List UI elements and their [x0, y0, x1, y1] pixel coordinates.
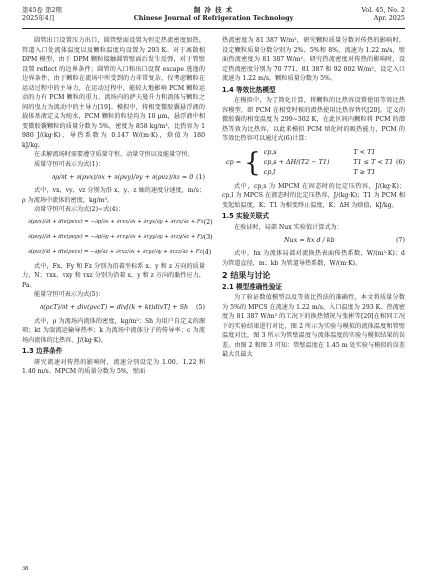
paragraph: 式中，cp,s 为 MPCM 在固态时的比定压热容，J/(kg·K)；cp,l 为 MPCS 在液态时的比定压热容，J/(kg·K)；T1 为 PCM 相变起始温度，K；T1 为相变终止温度，K；ΔH 为焓值，kJ/kg。 — [222, 182, 405, 209]
equation-5: ∂(ρcT)/∂t + div(ρvcT) = div[(k + kt)divT] + Sh (5) — [40, 303, 205, 312]
equation-7: Nux = hx d / kb (7) — [284, 235, 405, 244]
equation-2: ∂(ρvx)/∂t + div(ρvxv) = −∂p/∂x + ∂τxx/∂x + ∂τyx/∂y + ∂τzx/∂z + Fx (2) — [28, 218, 213, 227]
paragraph: 能量守恒可表示为式(5)： — [34, 291, 105, 298]
paragraph: 式中，vx、vy、vz 分别为沿 x、y、z 轴的速度分速度，m/s；ρ 为流场中流体的密度，kg/m³。 — [22, 187, 205, 204]
page-number: 38 — [22, 565, 29, 572]
section-heading: 1.4 等效比热模型 — [222, 85, 276, 94]
section-heading: 1.5 实验关联式 — [222, 212, 269, 220]
brace-icon: { — [244, 147, 261, 178]
header-divider — [22, 28, 405, 29]
equation-1: ∂ρ/∂t + ∂(ρvx)/∂x + ∂(ρvy)/∂y + ∂(ρvz)/∂z = 0 (1) — [52, 172, 205, 181]
paragraph: 在模拟中，为了简化计算，将颗粒的比热容设置使用等效比热容模型，即 PCM 在相变时候的潜热使用比热容替代[20]。定义的微胶囊的相变温度为 299~302 K，在此区间内颗粒将 PCM 的潜热等效为比热容，以此来模拟 PCM 熔化时的吸热能力，PCM 的等效比热容可以通过式(6)计算： — [222, 97, 405, 142]
paragraph: 动量守恒可表示为式(2)~式(4)： — [34, 206, 125, 213]
paragraph: 式中，hx 为流体局部对流换热表面传热系数，W/(m²·K)；d 为管道直径，m；kb 为管道导热系数，W/(m·K)。 — [222, 250, 405, 267]
paragraph: 研究流速对传热的影响时，流速分别设定为 1.00、1.22 和 1.40 m/s。MPCM 的质量分数为 5%，壁面 — [22, 358, 205, 375]
paragraph: 热流密度为 81 387 W/m²，研究颗粒质量分数对传热的影响时，设定颗粒质量分数分别为 2%、5%和 8%，流速为 1.22 m/s，壁面热流密度为 81 387 W/m²。研究热流密度对传热的影响时，设定热流密度分别为 70 771、81 387 和 92 002 W/m²，设定入口流速为 1.22 m/s，颗粒质量分数为 5%。 — [222, 37, 405, 82]
equation-6: cp = { cp,s T < T1 cp,s + ΔH/(T2 − T1) T1 ≤ T < T1 cp,l T ≥ T1 (6) — [226, 147, 405, 178]
header-volume-en: Vol. 45, No. 2 Apr. 2025 — [361, 6, 405, 22]
left-column — [22, 36, 213, 377]
paragraph: 在验证时，局部 Nux 实验值计算式为： — [234, 223, 343, 231]
chapter-heading: 2 结果与讨论 — [222, 271, 271, 280]
paragraph: 质量守恒可表示为式(1)： — [34, 160, 105, 168]
paragraph: 式中，Fx、Fy 和 Fz 分别为沿着坐标系 x、y 和 z 方向的质量力，N；τxx、τxy 和 τxz 分别为沿着 x、y 和 z 方向的黏性应力，Pa。 — [22, 262, 205, 289]
paragraph: 式中，ρ 为流场内流体的密度，kg/m³；Sh 为用户自定义的源项；kt 为湍流运输导热率；k 为流场中流体分子的传导率；c 为流场内流体的比热容，J/(kg·K)。 — [22, 317, 205, 344]
section-heading: 1.3 边界条件 — [22, 347, 63, 355]
paragraph: 在求解流场时需要遵守质量守恒、动量守恒以及能量守恒。 — [34, 151, 194, 158]
equation-4: ∂(ρvz)/∂t + div(ρvzv) = −∂p/∂z + ∂τxz/∂x + ∂τyz/∂y + ∂τzz/∂z + Fz (4) — [28, 248, 212, 257]
right-column — [222, 36, 405, 360]
section-heading: 2.1 模型准确性验证 — [222, 282, 283, 291]
paragraph: 为了验证数值模型以及等效比热法的准确性，本文将质量分数为 5%的 MPCS 在流速为 1.22 m/s、入口温度为 293 K、热流密度为 81 387 W/m² 的工况下的换热情况与张彬等[20]在相同工况下的实验结果进行对比，图 2 所示为实验与模拟的流体温度和管壁温度对比，图 3 所示为管壁温度与流体温度的实验与模拟结果的误差。由图 2 和图 3 可知：管壁温度在 1.45 m 处实验与模拟的误差最大且最大 — [222, 294, 405, 358]
header-volume: 第45卷 第2期 2025年4月 — [22, 6, 62, 22]
running-header — [22, 6, 405, 28]
paragraph: 圆管出口设置压力出口，圆管壁面设置为恒定热流密度加热，管道入口处流体温度以及颗粒温度均设置为 293 K。对于离散相 DPM 模型，由于 DPM 颗粒接触圆管壁面后发生反弹，对于管壁设置 reflect 的边界条件；圆管的入口和出口设置 escape 逃逸的边界条件，由于颗粒在流场中所受到的力非常复杂，仅考虑颗粒在运动过程中的主导力，在运动过程中，能较大地影响 PCM 颗粒运动的力有 PCM 颗粒的重力、流场内的萨夫曼升力和流体与颗粒之间的曳力为流动中的主导力[19]。模拟中，将相变微胶囊悬浮液的载体基液定义为纯水，PCM 颗粒的粒径均为 10 μm，悬浮液中相变微胶囊颗粒的质量分数为 5%，密度为 858 kg/m³，比热容为 1 980 J/(kg·K)，导热系数为 0.147 W/(m·K)，焓值为 180 kJ/kg。 — [22, 37, 205, 149]
header-journal-title: 制 冷 技 术 Chinese Journal of Refrigeration Technology — [133, 6, 294, 22]
equation-3: ∂(ρvy)/∂t + div(ρvyv) = −∂p/∂y + ∂τxy/∂x + ∂τyy/∂y + ∂τzy/∂z + Fy (3) — [28, 233, 213, 242]
